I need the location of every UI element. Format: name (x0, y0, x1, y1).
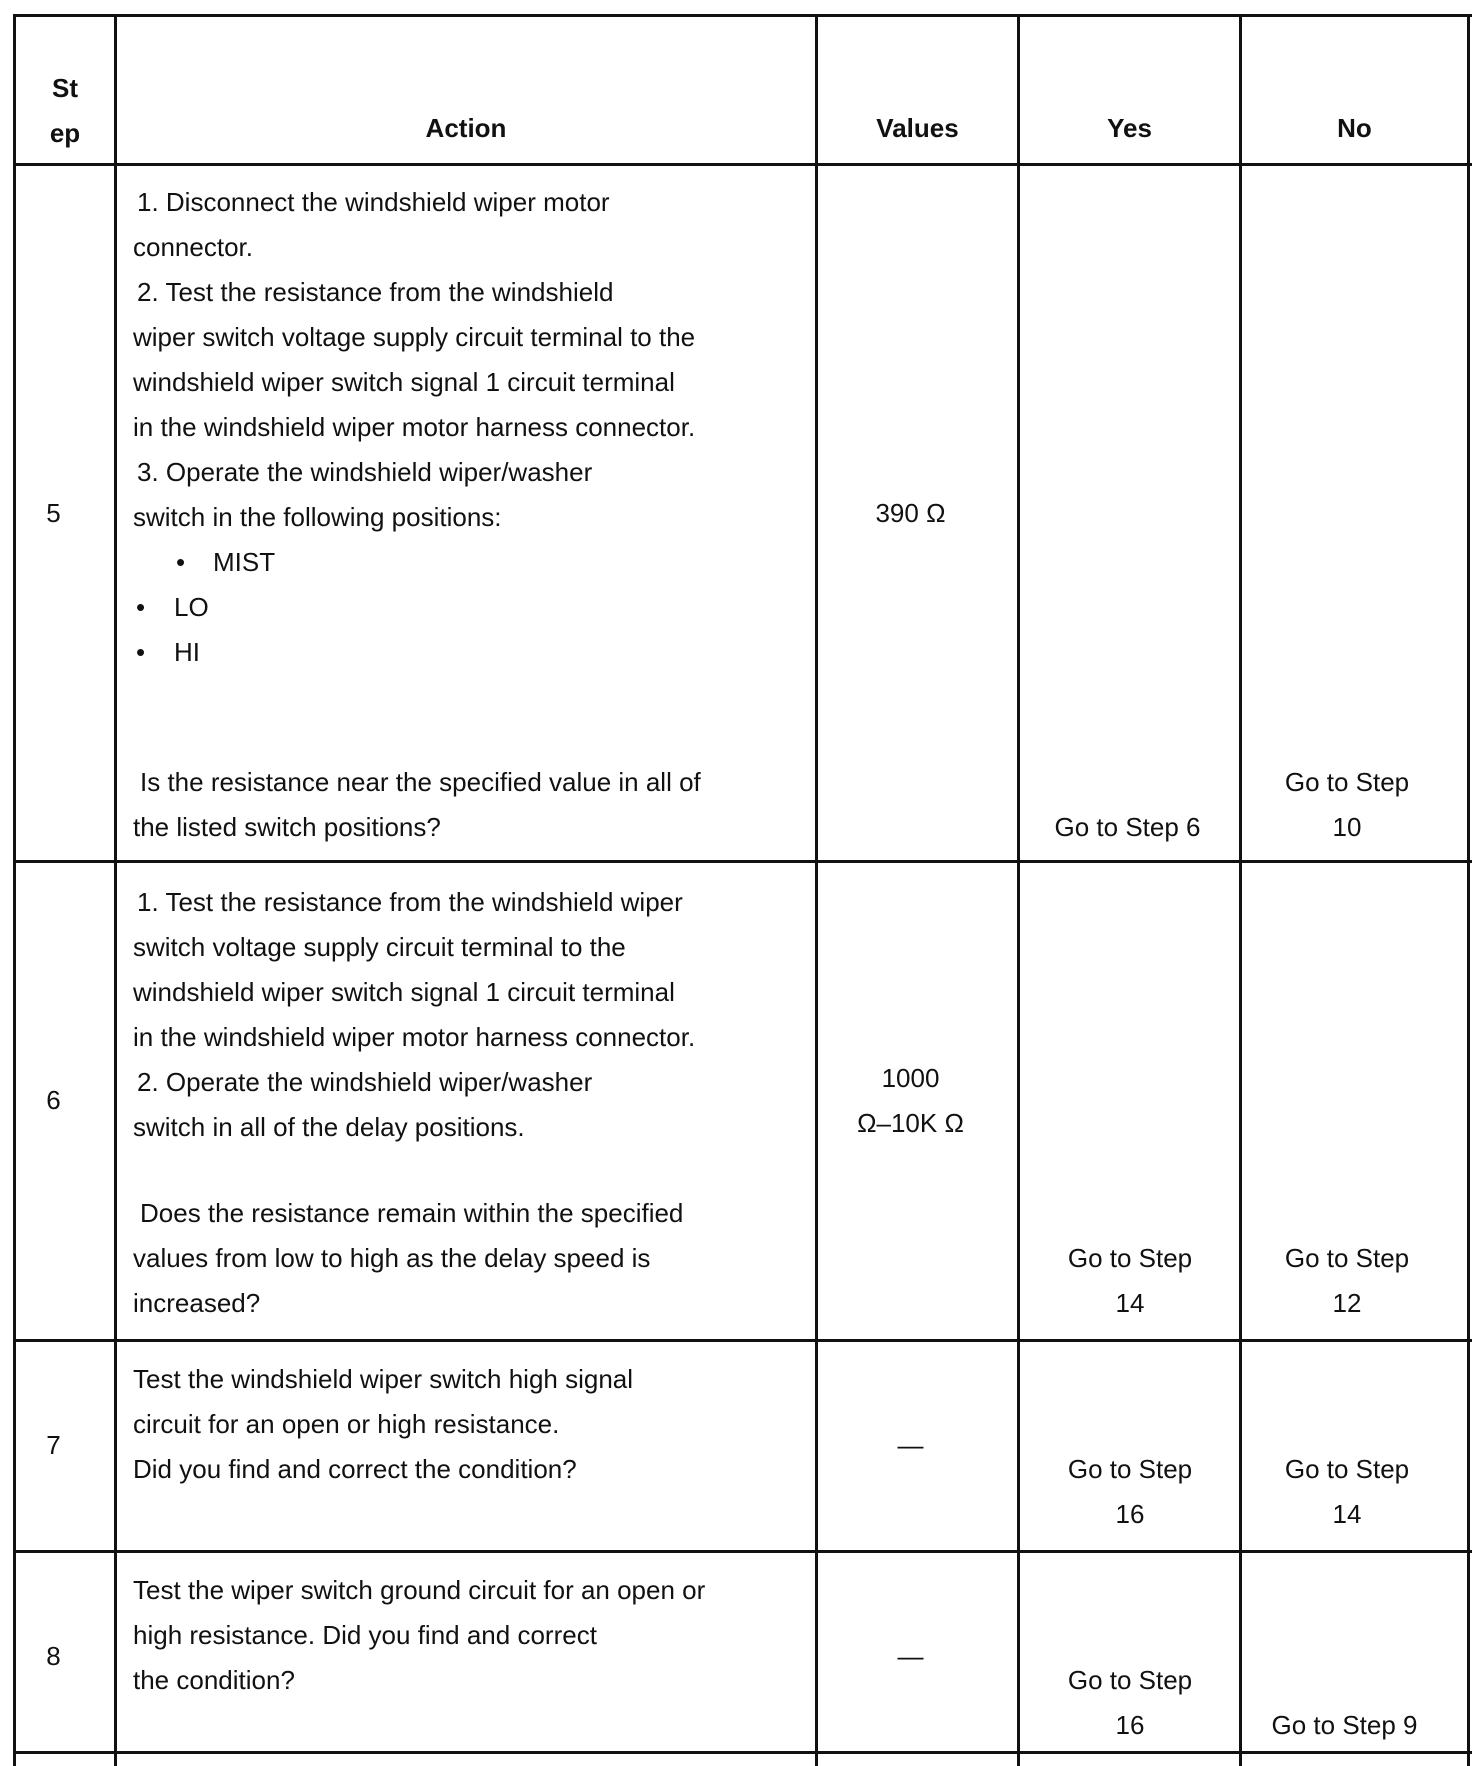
yes-line: Go to Step (1067, 1243, 1193, 1273)
bullet-item: MIST (213, 547, 276, 577)
row-divider-5-6 (13, 860, 1472, 863)
value-line: — (897, 1430, 924, 1460)
value-cell (818, 1423, 1003, 1468)
no-line: 12 (1332, 1288, 1362, 1318)
header-action: Action (425, 113, 507, 143)
action-line: circuit for an open or high resistance. (133, 1409, 560, 1439)
value-cell (818, 1634, 1003, 1679)
no-line: Go to Step (1284, 1243, 1410, 1273)
step-number: 5 (46, 498, 61, 528)
yes-cell (1020, 805, 1235, 850)
question-line: the listed switch positions? (133, 812, 441, 842)
col-divider-step-action (114, 14, 117, 1766)
value-line: Ω–10K Ω (857, 1108, 964, 1138)
action-line: switch in the following positions: (133, 502, 502, 532)
header-step-line-1: St (52, 73, 78, 103)
value-line: — (897, 1641, 924, 1671)
action-line: Test the wiper switch ground circuit for an open or (133, 1575, 706, 1605)
header-step (16, 66, 114, 156)
no-line: 10 (1332, 812, 1362, 842)
step-number: 8 (46, 1641, 61, 1671)
action-line: Did you find and correct the condition? (133, 1454, 577, 1484)
bullet-icon: • (136, 592, 146, 622)
table-border-right (1467, 14, 1470, 1766)
no-line: Go to Step 9 (1271, 1710, 1418, 1740)
header-values: Values (876, 113, 959, 143)
yes-line: 16 (1115, 1710, 1145, 1740)
yes-line: Go to Step (1067, 1665, 1193, 1695)
no-line: Go to Step (1284, 1454, 1410, 1484)
no-cell (1242, 1447, 1452, 1537)
value-cell (818, 491, 1003, 536)
no-cell (1242, 1703, 1447, 1748)
action-line: in the windshield wiper motor harness connector. (133, 1022, 696, 1052)
action-line: in the windshield wiper motor harness connector. (133, 412, 696, 442)
no-line: 14 (1332, 1499, 1362, 1529)
action-line: 3. Operate the windshield wiper/washer (137, 457, 593, 487)
value-line: 1000 (881, 1063, 940, 1093)
yes-line: Go to Step (1067, 1454, 1193, 1484)
step-number: 6 (46, 1085, 61, 1115)
action-line: windshield wiper switch signal 1 circuit terminal (133, 977, 675, 1007)
row-divider-7-8 (13, 1550, 1472, 1553)
question-line: Is the resistance near the specified value in all of (140, 767, 701, 797)
question-line: increased? (133, 1288, 261, 1318)
question-line: Does the resistance remain within the specified (140, 1198, 684, 1228)
yes-cell (1020, 1658, 1240, 1748)
no-cell (1242, 760, 1452, 850)
yes-cell (1020, 1447, 1240, 1537)
yes-line: 16 (1115, 1499, 1145, 1529)
yes-line: Go to Step 6 (1054, 812, 1201, 842)
value-cell (818, 1056, 1003, 1146)
no-cell (1242, 1236, 1452, 1326)
action-line: the condition? (133, 1665, 295, 1695)
header-yes: Yes (1107, 113, 1152, 143)
header-no: No (1337, 113, 1372, 143)
yes-line: 14 (1115, 1288, 1145, 1318)
yes-cell (1020, 1236, 1240, 1326)
action-line: 2. Operate the windshield wiper/washer (137, 1067, 593, 1097)
no-line: Go to Step (1284, 767, 1410, 797)
action-line: connector. (133, 232, 253, 262)
action-line: wiper switch voltage supply circuit terminal to the (133, 322, 696, 352)
table-border-left (13, 14, 16, 1766)
action-line: switch in all of the delay positions. (133, 1112, 525, 1142)
bullet-icon: • (176, 547, 186, 577)
action-line: Test the windshield wiper switch high signal (133, 1364, 634, 1394)
bullet-icon: • (136, 637, 146, 667)
action-line: switch voltage supply circuit terminal to the (133, 932, 626, 962)
action-line: high resistance. Did you find and correct (133, 1620, 597, 1650)
table-border-top (13, 14, 1472, 17)
step-number: 7 (46, 1430, 61, 1460)
action-line: windshield wiper switch signal 1 circuit terminal (133, 367, 675, 397)
action-line: 2. Test the resistance from the windshield (137, 277, 614, 307)
bullet-item: LO (174, 592, 209, 622)
action-line: 1. Test the resistance from the windshield wiper (137, 887, 683, 917)
row-divider-6-7 (13, 1339, 1472, 1342)
header-step-line-2: ep (49, 118, 81, 148)
header-divider (13, 163, 1472, 166)
bullet-item: HI (174, 637, 200, 667)
col-divider-action-values (815, 14, 818, 1766)
question-line: values from low to high as the delay speed is (133, 1243, 651, 1273)
action-line: 1. Disconnect the windshield wiper motor (137, 187, 610, 217)
value-line: 390 Ω (875, 498, 946, 528)
